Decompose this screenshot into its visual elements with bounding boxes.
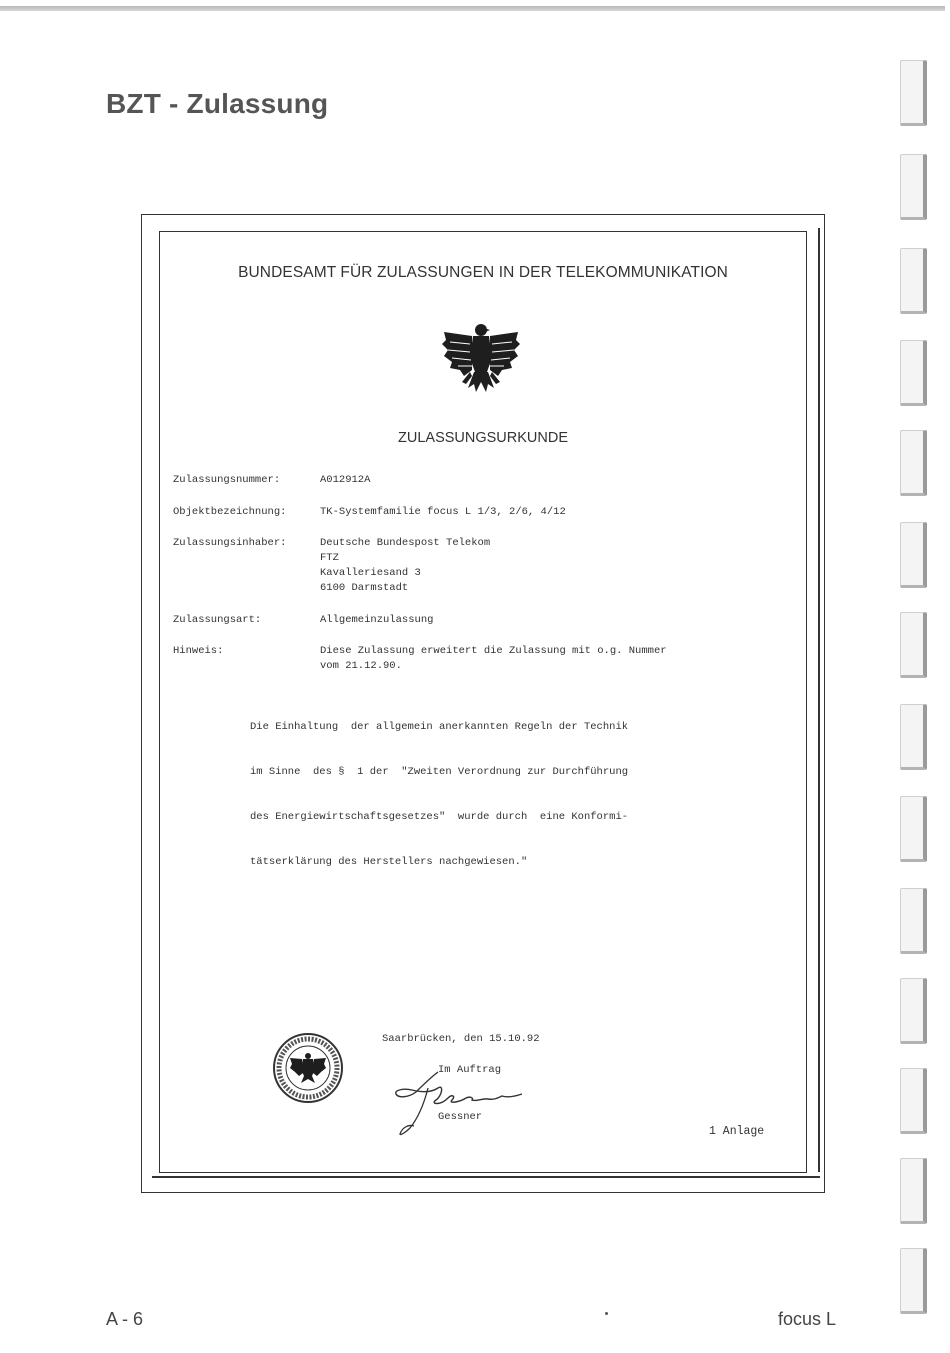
paragraph-line: Die Einhaltung der allgemein anerkannten Regeln der Technik <box>250 721 629 733</box>
paragraph-line: im Sinne des § 1 der "Zweiten Verordnung zur Durchführung <box>250 766 629 778</box>
handwritten-signature-icon <box>390 1068 530 1140</box>
register-tab <box>900 796 927 862</box>
scan-speck <box>605 1312 608 1315</box>
official-seal-icon <box>272 1032 344 1104</box>
enclosure-note: 1 Anlage <box>709 1125 765 1138</box>
register-tab <box>900 522 927 588</box>
register-tab <box>900 612 927 678</box>
holder-line: Kavalleriesand 3 <box>320 567 421 579</box>
signer-name: Gessner <box>438 1111 483 1123</box>
paragraph-line: des Energiewirtschaftsgesetzes" wurde durch eine Konformi- <box>250 811 629 823</box>
holder-label: Zulassungsinhaber: <box>173 537 287 549</box>
register-tab <box>900 978 927 1044</box>
object-designation-label: Objektbezeichnung: <box>173 506 287 518</box>
holder-line: Deutsche Bundespost Telekom <box>320 537 491 549</box>
register-tab <box>900 60 927 126</box>
page-number: A - 6 <box>106 1309 144 1329</box>
federal-eagle-icon <box>440 318 522 398</box>
product-name-footer: focus L <box>778 1309 837 1329</box>
frame-shadow <box>818 228 820 1172</box>
approval-type-value: Allgemeinzulassung <box>320 614 434 626</box>
approval-number-value: A012912A <box>320 474 371 486</box>
register-tab <box>900 1248 927 1314</box>
register-tab <box>900 888 927 954</box>
register-tab <box>900 340 927 406</box>
top-rule <box>0 6 945 11</box>
certificate-authority: BUNDESAMT FÜR ZULASSUNGEN IN DER TELEKOMMUNIKATION <box>238 264 728 281</box>
object-designation-value: TK-Systemfamilie focus L 1/3, 2/6, 4/12 <box>320 506 566 518</box>
register-tab <box>900 430 927 496</box>
note-line: Diese Zulassung erweitert die Zulassung mit o.g. Nummer <box>320 645 667 657</box>
approval-number-label: Zulassungsnummer: <box>173 474 281 486</box>
register-tab <box>900 1158 927 1224</box>
note-line: vom 21.12.90. <box>320 660 402 672</box>
register-tab <box>900 154 927 220</box>
holder-line: FTZ <box>320 552 339 564</box>
register-tabs <box>900 60 924 1310</box>
on-behalf-text: Im Auftrag <box>438 1064 502 1076</box>
frame-shadow <box>152 1176 820 1178</box>
note-label: Hinweis: <box>173 645 224 657</box>
holder-line: 6100 Darmstadt <box>320 582 409 594</box>
register-tab <box>900 248 927 314</box>
place-date: Saarbrücken, den 15.10.92 <box>382 1033 540 1045</box>
paragraph-line: tätserklärung des Herstellers nachgewiesen." <box>250 856 528 868</box>
approval-type-label: Zulassungsart: <box>173 614 262 626</box>
register-tab <box>900 1068 927 1134</box>
register-tab <box>900 704 927 770</box>
conformity-paragraph <box>250 690 628 885</box>
page-title: BZT - Zulassung <box>106 88 329 119</box>
certificate-title: ZULASSUNGSURKUNDE <box>398 430 568 446</box>
